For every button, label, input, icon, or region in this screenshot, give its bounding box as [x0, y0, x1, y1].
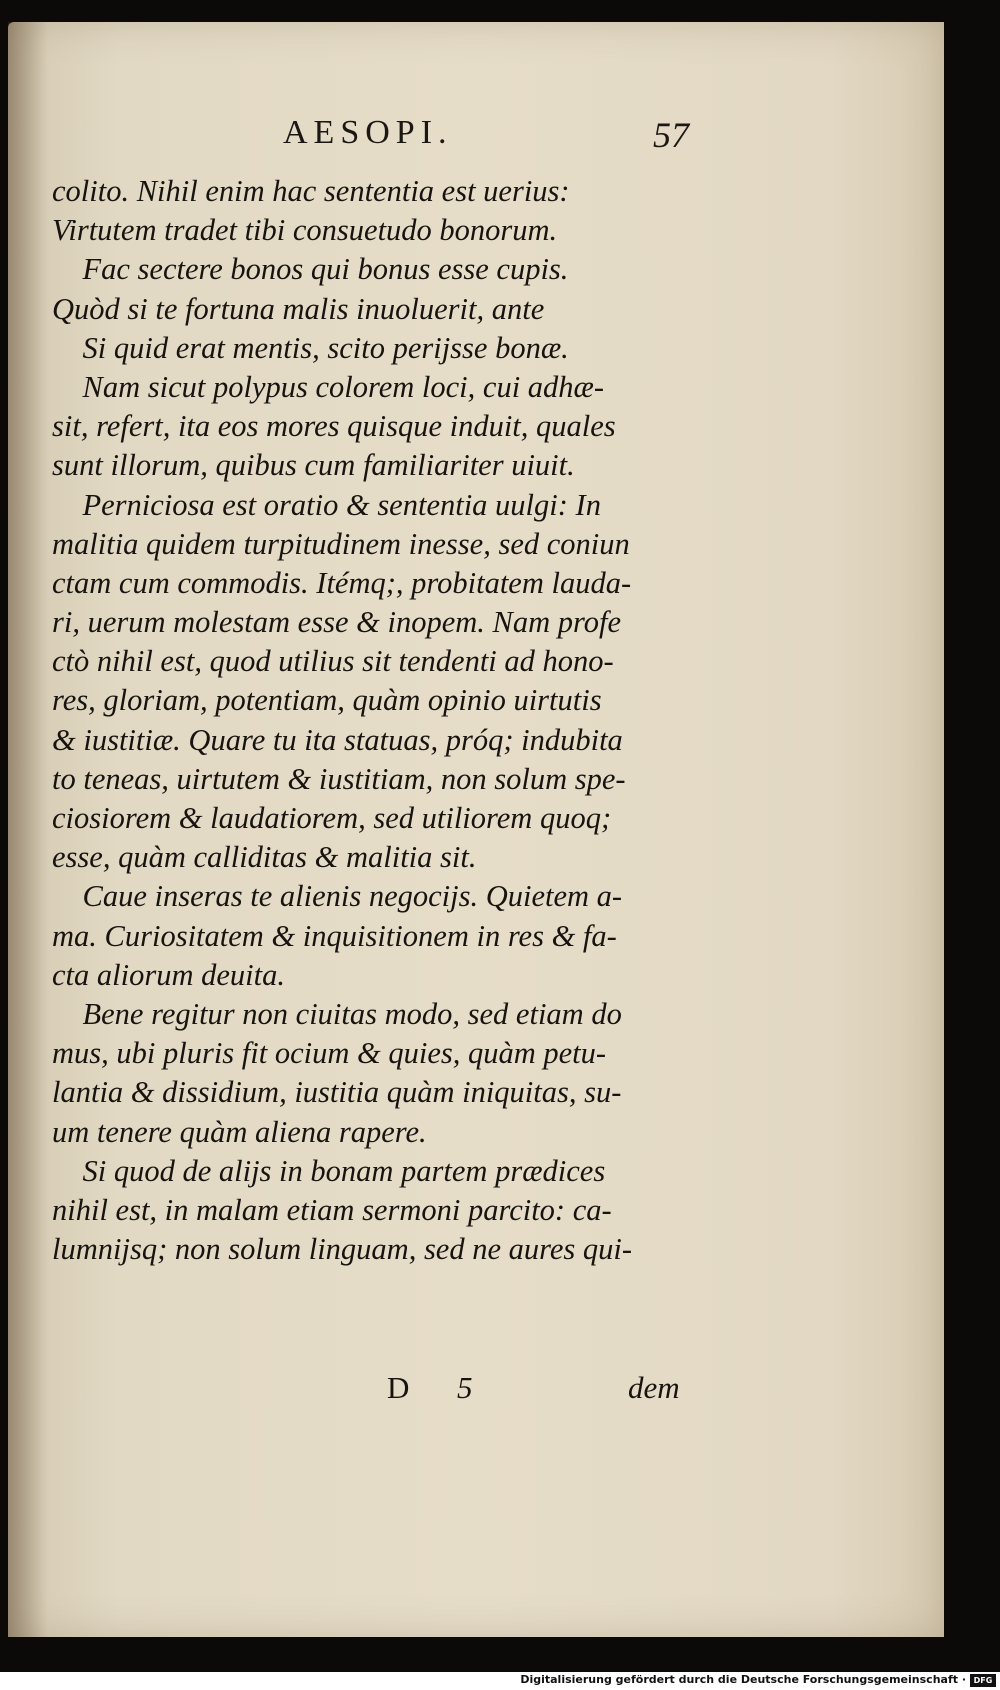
- text-line: colito. Nihil enim hac sententia est uerius:: [52, 174, 570, 208]
- signature-mark: D: [387, 1370, 410, 1405]
- text-line: Caue inseras te alienis negocijs. Quietem a-: [52, 879, 623, 914]
- text-line: ctam cum commodis. Itémq;, probitatem lauda-: [52, 565, 632, 600]
- text-line: Si quod de alijs in bonam partem prædices: [52, 1153, 606, 1188]
- running-head: [283, 114, 923, 164]
- catchword: dem: [628, 1370, 680, 1405]
- book-page: [8, 22, 944, 1637]
- text-line: res, gloriam, potentiam, quàm opinio uirtutis: [52, 683, 602, 718]
- digitization-footer: [0, 1672, 1000, 1690]
- text-line: mus, ubi pluris fit ocium & quies, quàm petu-: [52, 1036, 607, 1071]
- text-line: Virtutem tradet tibi consuetudo bonorum.: [52, 213, 558, 248]
- text-line: Quòd si te fortuna malis inuoluerit, ante: [52, 291, 545, 326]
- text-line: sunt illorum, quibus cum familiariter uiuit.: [52, 448, 575, 483]
- running-head-title: AESOPI.: [283, 114, 453, 151]
- text-line: esse, quàm calliditas & malitia sit.: [52, 840, 477, 875]
- text-line: Perniciosa est oratio & sententia uulgi: In: [52, 487, 601, 522]
- text-line: Fac sectere bonos qui bonus esse cupis.: [52, 252, 569, 287]
- text-line: lumnijsq; non solum linguam, sed ne aures qui-: [52, 1232, 633, 1267]
- body-text: [52, 172, 702, 1269]
- text-line: Si quid erat mentis, scito perijsse bonæ.: [52, 330, 569, 365]
- text-line: malitia quidem turpitudinem inesse, sed coniun: [52, 526, 630, 561]
- text-line: to teneas, uirtutem & iustitiam, non solum spe-: [52, 761, 626, 796]
- text-line: cta aliorum deuita.: [52, 957, 285, 992]
- page-number: 57: [653, 115, 689, 155]
- catch-line: [52, 1370, 702, 1410]
- spine-shadow: [8, 22, 48, 1637]
- text-line: Nam sicut polypus colorem loci, cui adhæ-: [52, 369, 605, 404]
- dfg-logo-icon: DFG: [970, 1674, 996, 1687]
- text-line: ri, uerum molestam esse & inopem. Nam profe: [52, 605, 622, 640]
- footer-credit: Digitalisierung gefördert durch die Deutsche Forschungsgemeinschaft ·: [520, 1673, 966, 1686]
- text-line: Bene regitur non ciuitas modo, sed etiam do: [52, 996, 622, 1031]
- text-line: ciosiorem & laudatiorem, sed utiliorem quoq;: [52, 801, 612, 835]
- text-line: sit, refert, ita eos mores quisque induit, quales: [52, 409, 616, 444]
- text-line: ctò nihil est, quod utilius sit tendenti ad hono-: [52, 644, 614, 679]
- text-line: um tenere quàm aliena rapere.: [52, 1114, 427, 1149]
- text-line: lantia & dissidium, iustitia quàm iniquitas, su-: [52, 1075, 622, 1110]
- text-line: & iustitiæ. Quare tu ita statuas, próq; indubita: [52, 722, 623, 757]
- text-line: nihil est, in malam etiam sermoni parcito: ca-: [52, 1192, 612, 1227]
- text-line: ma. Curiositatem & inquisitionem in res & fa-: [52, 918, 617, 953]
- signature-number: 5: [457, 1370, 473, 1405]
